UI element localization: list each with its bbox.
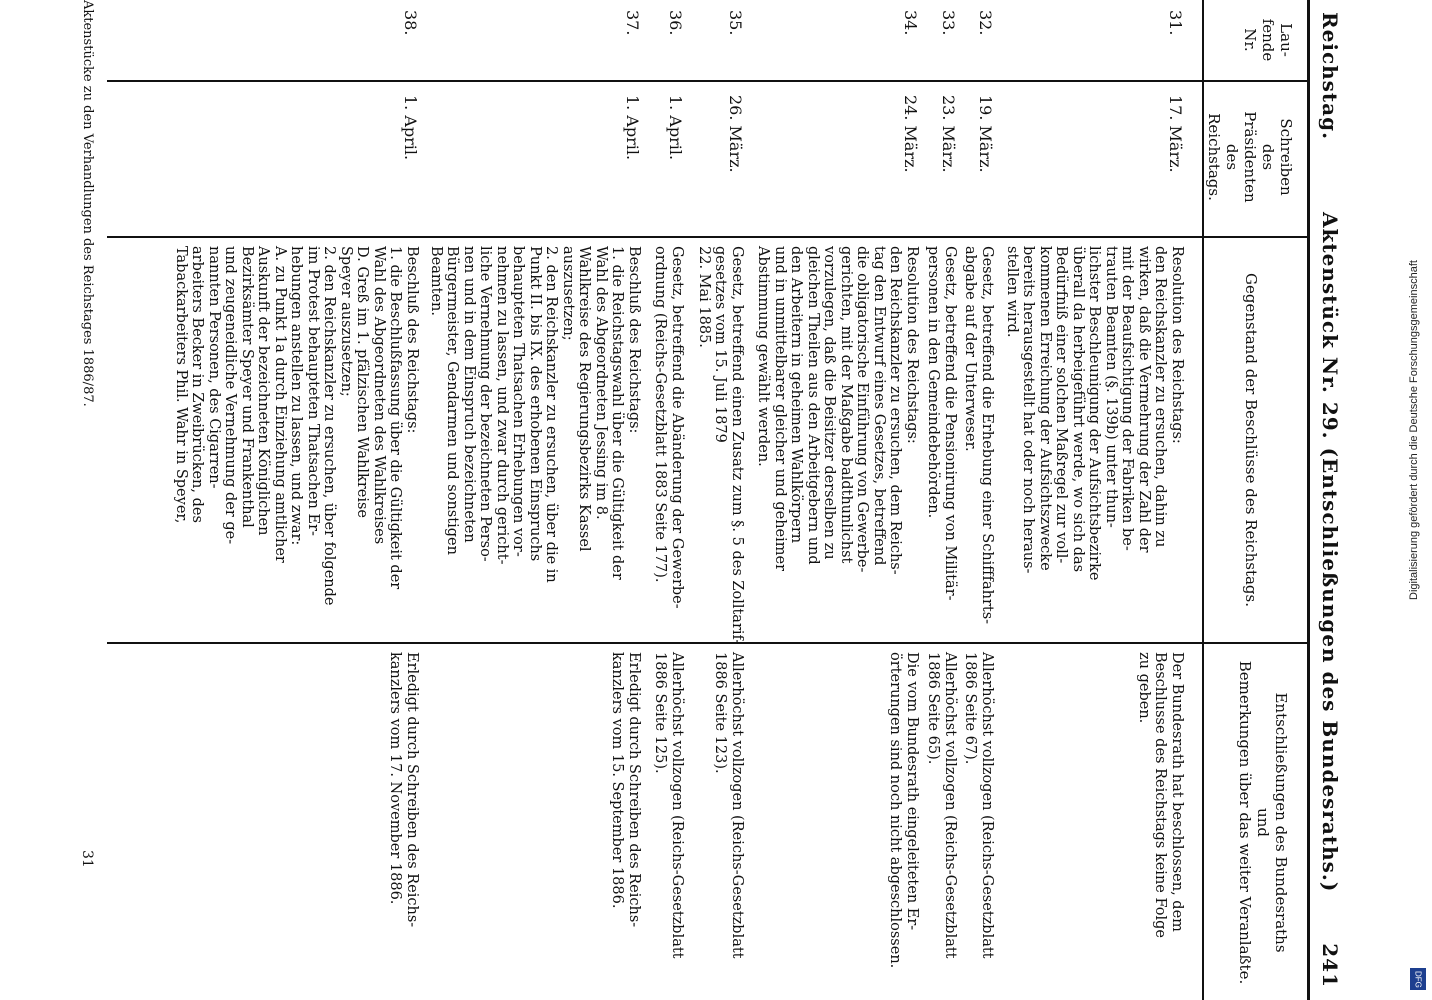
- row-date: 24. März.: [901, 95, 920, 173]
- row-note: Erledigt durch Schreiben des Reichs- kanzlers vom 17. November 1886.: [387, 652, 420, 928]
- sheet-signature: 31: [79, 850, 95, 868]
- row-note: Allerhöchst vollzogen (Reichs-Gesetzblatt 1886 Seite 125).: [652, 652, 685, 959]
- footer-caption: Aktenstücke zu den Verhandlungen des Reichstages 1886/87.: [80, 0, 95, 407]
- row-num: 37.: [623, 10, 642, 36]
- rotated-sheet: [30, 0, 1350, 1000]
- row-subject: Resolution des Reichstags: den Reichskanzler zu ersuchen, dem Reichs- tag den Entwurf eines Gesetzes, betreffend die obligatorische Einführung von Gewerbe- gerichten, mit der Maßgabe baldthunlichst vorzulegen, daß die Beisitzer derselben zu gleichen Theilen aus den Arbeitgebern und den Arbeitern in geheimen Wahlkörpern und in unmittelbarer gleicher und geheimer Abstimmung gewählt werden.: [755, 246, 920, 575]
- row-note: Der Bundesrath hat beschlossen, dem Beschlusse des Reichstags keine Folge zu geben.: [1136, 652, 1185, 938]
- row-date: 1. April.: [666, 95, 685, 161]
- row-date: 1. April.: [623, 95, 642, 161]
- col-head-note: Entschließungen des Bundesraths und Bemerkungen über das weiter Veranlaßte.: [1236, 660, 1290, 985]
- page-number: 241: [1318, 943, 1342, 988]
- page-header: [1314, 12, 1342, 988]
- col-head-date: Schreiben des Präsidenten des Reichstags.: [1205, 111, 1295, 203]
- row-note: Die vom Bundesrath eingeleiteten Er- örterungen sind noch nicht abgeschlossen.: [887, 652, 920, 969]
- row-date: 26. März.: [726, 95, 745, 173]
- row-num: 32.: [976, 10, 995, 36]
- row-note: Allerhöchst vollzogen (Reichs-Gesetzblatt 1886 Seite 65).: [925, 652, 958, 959]
- row-subject: Gesetz, betreffend die Erhebung einer Schifffahrts- abgabe auf der Unterweser.: [962, 246, 995, 625]
- row-note: Allerhöchst vollzogen (Reichs-Gesetzblatt 1886 Seite 123).: [712, 652, 745, 959]
- header-rule: [1307, 0, 1310, 1000]
- row-note: Allerhöchst vollzogen (Reichs-Gesetzblatt 1886 Seite 67).: [962, 652, 995, 959]
- row-date: 1. April.: [401, 95, 420, 161]
- dfg-logo: DFG: [1410, 968, 1426, 990]
- row-subject: Resolution des Reichstags: den Reichskanzler zu ersuchen, dahin zu wirken, daß die Vermehrung der Zahl der mit der Beaufsichtigung der Fabriken be- trauten Beamten (§. 139b) unter thun- lichster Beschleunigung der Aufsichtsbezirke überall da herbeigeführt werde, wo sich das Bedürfniß einer solchen Maßregel zur voll- kommenen Erreichung der Aufsichtszwecke bereits herausgestellt hat oder noch heraus- stellen wird.: [1004, 246, 1185, 581]
- header-left: Reichstag.: [1318, 12, 1342, 141]
- row-num: 31.: [1166, 10, 1185, 36]
- row-num: 38.: [401, 10, 420, 36]
- col-head-subject: Gegenstand der Beschlüsse des Reichstags.: [1242, 273, 1260, 607]
- row-subject: Gesetz, betreffend einen Zusatz zum §. 5 des Zolltarif- gesetzes vom 15. Juli 1879 22. Mai 1885.: [696, 246, 745, 645]
- row-subject: Beschluß des Reichstags: 1. die Beschlußfassung über die Gültigkeit der Wahl des Abgeordneten des Wahlkreises D. Greß im 1. pfälzischen Wahlkreise Speyer auszusetzen; 2. den Reichskanzler zu ersuchen, über folgende im Protest behaupteten Thatsachen Er- hebungen anstellen zu lassen, und zwar: A. zu Punkt 1a durch Einziehung amtlicher Auskunft der bezeichneten Königlichen Bezirksämter Speyer und Frankenthal und zeugeneidliche Vernehmung der ge- nannten Personen, des Cigarren- arbeiters Becker in Zweibrücken, des Tabackarbeiters Phil. Wahr in Speyer,: [173, 246, 420, 606]
- row-subject: Gesetz, betreffend die Pensionirung von Militär- personen in den Gemeindebehörden.: [925, 246, 958, 601]
- row-subject: Beschluß des Reichstags: 1. die Reichstagswahl über die Gültigkeit der Wahl des Abgeordneten Jessing im 8. Wahlkreise des Regierungsbezirks Kassel auszusetzen; 2. den Reichskanzler zu ersuchen, über die in Punkt II. bis IX. des erhobenen Einspruchs behaupteten Thatsachen Erhebungen vor- nehmen zu lassen, und zwar durch gericht- liche Vernehmung der bezeichneten Perso- nen und in dem Einspruch bezeichneten Bürgermeister, Gendarmen und sonstigen Beamten.: [428, 246, 642, 583]
- col-head-num: Lau- fende Nr.: [1241, 18, 1295, 62]
- digitization-sidebar: [1404, 0, 1432, 1000]
- row-num: 35.: [726, 10, 745, 36]
- row-date: 23. März.: [939, 95, 958, 173]
- row-num: 33.: [939, 10, 958, 36]
- row-subject: Gesetz, betreffend die Abänderung der Gewerbe- ordnung (Reichs-Gesetzblatt 1883 Seite 177).: [652, 246, 685, 609]
- column-header-rule: [1202, 0, 1204, 1000]
- row-date: 19. März.: [976, 95, 995, 173]
- row-note: Erledigt durch Schreiben des Reichs- kanzlers vom 15. September 1886.: [609, 652, 642, 928]
- row-num: 34.: [901, 10, 920, 36]
- row-date: 17. März.: [1166, 95, 1185, 173]
- column-divider-1: [107, 80, 1307, 82]
- row-num: 36.: [666, 10, 685, 36]
- header-title: Aktenstück Nr. 29. (Entschließungen des Bundesraths.): [1318, 212, 1342, 893]
- column-divider-2: [107, 236, 1307, 238]
- funding-note: Digitalisierung gefördert durch die Deutsche Forschungsgemeinschaft: [1408, 260, 1420, 600]
